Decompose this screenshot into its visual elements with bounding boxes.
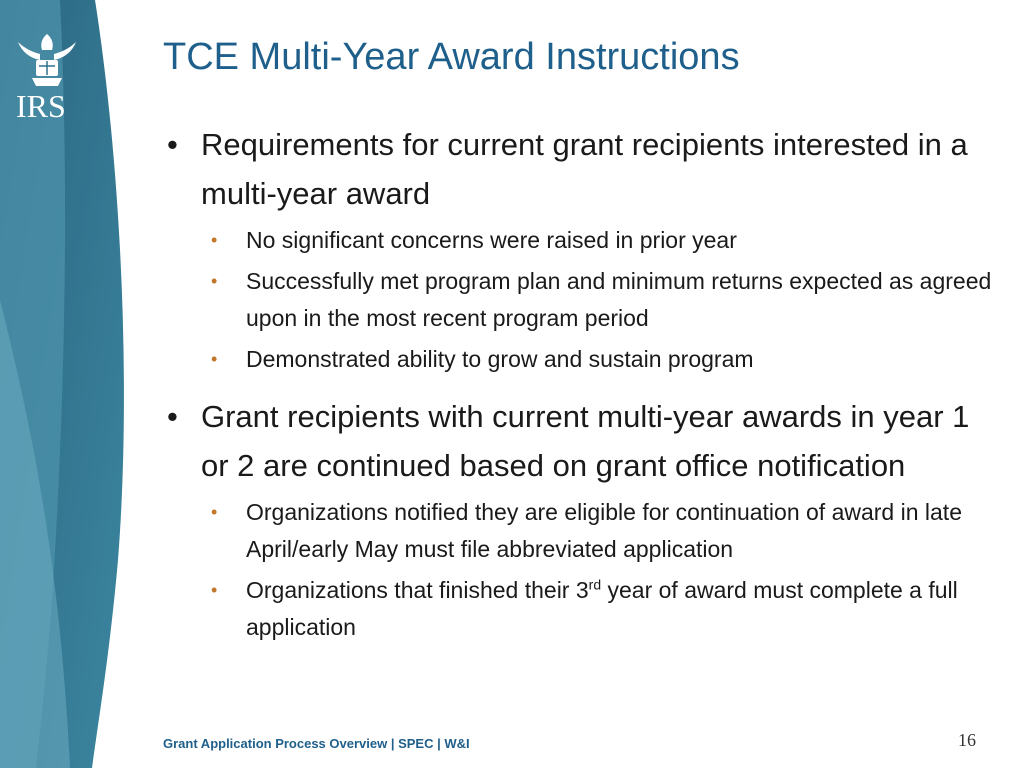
sub-bullet-no-concerns: • No significant concerns were raised in prior year <box>201 222 993 259</box>
bullet-continued: • Grant recipients with current multi-year awards in year 1 or 2 are continued based on grant office notification <box>163 392 993 490</box>
slide-title: TCE Multi-Year Award Instructions <box>163 36 740 78</box>
sidebar-decoration <box>0 0 135 768</box>
eagle-seal-icon <box>12 30 82 88</box>
full-app-text-after: year of award must complete a full application <box>246 577 958 640</box>
sub-bullet-met-plan: • Successfully met program plan and minimum returns expected as agreed upon in the most recent program period <box>201 263 993 337</box>
irs-logo-text: IRS <box>16 88 66 124</box>
full-app-text-before: Organizations that finished their 3 <box>246 577 589 603</box>
sub-bullet-grow-sustain: • Demonstrated ability to grow and sustain program <box>201 341 993 378</box>
ordinal-suffix: rd <box>588 576 602 593</box>
bullet-requirements: • Requirements for current grant recipients interested in a multi-year award <box>163 120 993 218</box>
page-number: 16 <box>958 730 976 750</box>
sub-bullet-abbreviated: • Organizations notified they are eligible for continuation of award in late April/early May must file abbreviated application <box>201 494 993 568</box>
slide-content <box>163 112 993 646</box>
sub-bullet-full-application <box>201 572 993 646</box>
slide-footer: Grant Application Process Overview | SPEC | W&I <box>163 736 470 751</box>
